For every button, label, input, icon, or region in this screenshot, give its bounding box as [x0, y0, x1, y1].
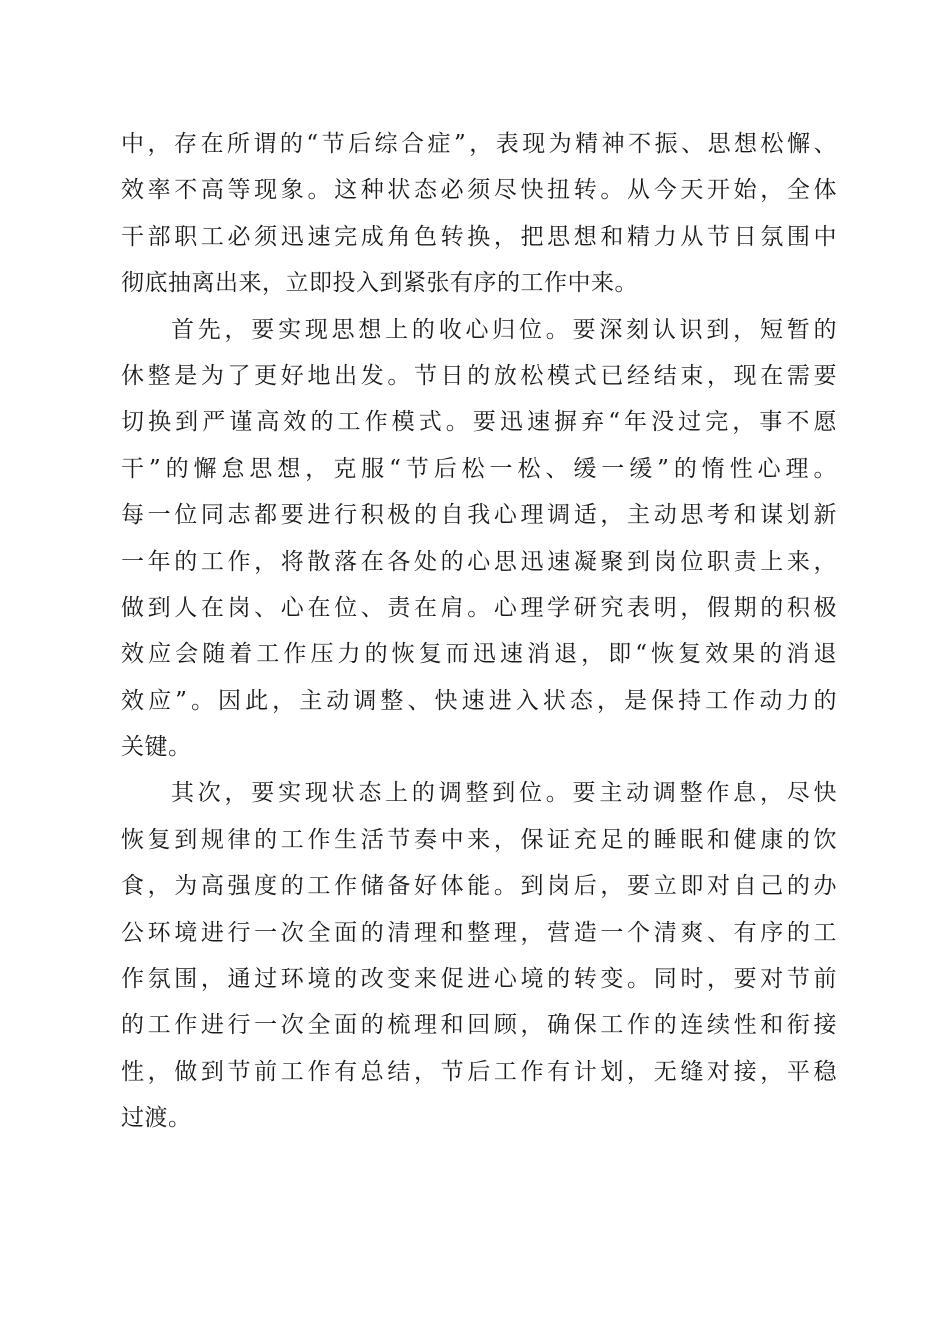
text-line: 首先，要实现思想上的收心归位。要深刻认识到，短暂的 — [171, 316, 837, 343]
paragraph-mindset — [121, 307, 837, 771]
text-line: 休整是为了更好地出发。节日的放松模式已经结束，现在需要 — [121, 362, 837, 389]
text-line: 中，存在所谓的“节后综合症”，表现为精神不振、思想松懈、 — [121, 131, 837, 157]
text-line: 过渡。 — [121, 1105, 192, 1132]
text-line: 干”的懈怠思想，克服“节后松一松、缓一缓”的惰性心理。 — [121, 455, 837, 482]
text-line: 效应”。因此，主动调整、快速进入状态，是保持工作动力的 — [121, 687, 837, 714]
text-line: 一年的工作，将散落在各处的心思迅速凝聚到岗位职责上来， — [121, 548, 837, 575]
text-line: 每一位同志都要进行积极的自我心理调适，主动思考和谋划新 — [121, 502, 837, 529]
text-line: 效率不高等现象。这种状态必须尽快扭转。从今天开始，全体 — [121, 177, 837, 204]
text-line: 公环境进行一次全面的清理和整理，营造一个清爽、有序的工 — [121, 919, 837, 946]
document-body — [121, 121, 837, 1142]
text-line: 彻底抽离出来，立即投入到紧张有序的工作中来。 — [121, 270, 638, 297]
text-line: 其次，要实现状态上的调整到位。要主动调整作息，尽快 — [171, 780, 837, 807]
text-line: 效应会随着工作压力的恢复而迅速消退，即“恢复效果的消退 — [121, 641, 837, 668]
paragraph-state — [121, 770, 837, 1141]
text-line: 关键。 — [121, 734, 192, 761]
text-line: 干部职工必须迅速完成角色转换，把思想和精力从节日氛围中 — [121, 223, 837, 250]
text-line: 恢复到规律的工作生活节奏中来，保证充足的睡眠和健康的饮 — [121, 826, 837, 853]
text-line: 食，为高强度的工作储备好体能。到岗后，要立即对自己的办 — [121, 873, 837, 900]
text-line: 性，做到节前工作有总结，节后工作有计划，无缝对接，平稳 — [121, 1058, 837, 1085]
text-line: 切换到严谨高效的工作模式。要迅速摒弃“年没过完，事不愿 — [121, 409, 837, 436]
paragraph-continuation — [121, 121, 837, 307]
text-line: 作氛围，通过环境的改变来促进心境的转变。同时，要对节前 — [121, 966, 837, 993]
text-line: 做到人在岗、心在位、责在肩。心理学研究表明，假期的积极 — [121, 594, 837, 621]
text-line: 的工作进行一次全面的梳理和回顾，确保工作的连续性和衔接 — [121, 1012, 837, 1039]
